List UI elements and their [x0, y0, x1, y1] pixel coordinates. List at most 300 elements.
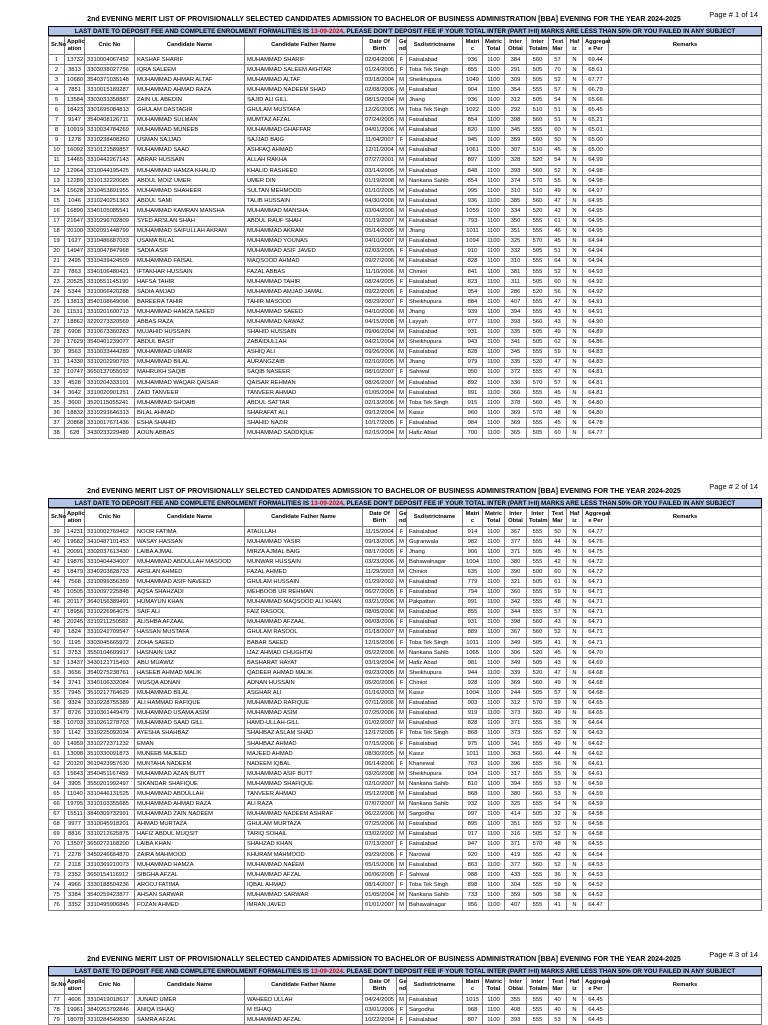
- table-cell: 64.89: [583, 327, 609, 337]
- table-cell: LAIBA KHAN: [135, 839, 245, 849]
- table-cell: Faisalabad: [407, 1015, 463, 1025]
- table-cell: 57: [549, 378, 567, 388]
- table-cell: 60: [549, 428, 567, 438]
- table-cell: 3310226964075: [85, 607, 135, 617]
- table-cell: M: [397, 307, 407, 317]
- table-cell: 3310047847968: [85, 246, 135, 256]
- table-cell: 373: [505, 708, 527, 718]
- table-cell: 04/15/2008: [363, 317, 397, 327]
- table-cell: 54: [549, 799, 567, 809]
- banner-text-pre: LAST DATE TO DEPOSIT FEE AND COMPLETE ENROLMENT FORMALITIES IS: [74, 500, 310, 507]
- table-cell: 505: [527, 658, 549, 668]
- table-cell: 2118: [65, 860, 85, 870]
- table-cell: JUNAID UMER: [135, 995, 245, 1005]
- table-cell: MUHAMMAD SULMAN: [135, 115, 245, 125]
- table-cell: 377: [505, 860, 527, 870]
- table-cell: MUMTAZ AFZAL: [245, 115, 363, 125]
- column-header: Aggregat e Per: [583, 509, 609, 527]
- table-cell: F: [397, 246, 407, 256]
- table-cell: M: [397, 718, 407, 728]
- table-cell: 09/26/2006: [363, 347, 397, 357]
- table-cell: 64.92: [583, 277, 609, 287]
- table-cell: 47: [549, 357, 567, 367]
- table-cell: 47: [549, 668, 567, 678]
- table-cell: TANVEER AHMAD: [245, 388, 363, 398]
- table-cell: [609, 65, 762, 75]
- table-cell: 64.95: [583, 226, 609, 236]
- table-cell: 828: [463, 256, 483, 266]
- table-cell: [609, 246, 762, 256]
- column-header: Matric Total: [483, 37, 505, 55]
- deadline-banner: [48, 966, 762, 976]
- table-cell: M: [397, 658, 407, 668]
- table-cell: 34: [49, 388, 65, 398]
- table-cell: [609, 728, 762, 738]
- table-row: [49, 266, 762, 276]
- table-cell: 15628: [65, 186, 85, 196]
- table-cell: LAIBA AJMAL: [135, 547, 245, 557]
- table-cell: 41: [549, 900, 567, 910]
- table-cell: M: [397, 115, 407, 125]
- table-cell: N: [567, 246, 583, 256]
- table-row: [49, 718, 762, 728]
- table-cell: 47: [549, 196, 567, 206]
- table-cell: 3310204333101: [85, 378, 135, 388]
- table-cell: 64.71: [583, 607, 609, 617]
- table-cell: 40: [549, 995, 567, 1005]
- table-cell: [609, 418, 762, 428]
- table-cell: 09/29/2006: [363, 850, 397, 860]
- table-cell: 64.70: [583, 648, 609, 658]
- table-cell: 58: [549, 890, 567, 900]
- column-header: Date Of Birth: [363, 977, 397, 995]
- table-cell: AURANGZAIB: [245, 357, 363, 367]
- table-cell: SULTAN MEHMOOD: [245, 186, 363, 196]
- table-cell: 18862: [65, 317, 85, 327]
- table-cell: 68.61: [583, 65, 609, 75]
- table-cell: Faisalabad: [407, 378, 463, 388]
- table-cell: 49: [549, 327, 567, 337]
- table-cell: M: [397, 408, 407, 418]
- table-row: [49, 317, 762, 327]
- table-cell: 02/03/2005: [363, 246, 397, 256]
- table-cell: 60: [549, 125, 567, 135]
- table-cell: MUHAMMAD AMJAD JAMAL: [245, 287, 363, 297]
- table-cell: 3310201600713: [85, 307, 135, 317]
- table-cell: N: [567, 408, 583, 418]
- table-row: [49, 668, 762, 678]
- table-cell: 16: [49, 206, 65, 216]
- table-cell: 64.52: [583, 880, 609, 890]
- table-cell: 931: [463, 617, 483, 627]
- table-cell: 45: [549, 648, 567, 658]
- table-cell: Hafiz Abad: [407, 658, 463, 668]
- table-row: [49, 870, 762, 880]
- page-number: Page # 3 of 14: [709, 950, 758, 959]
- table-cell: 60: [549, 277, 567, 287]
- table-cell: 79: [49, 1015, 65, 1025]
- table-cell: 13507: [65, 839, 85, 849]
- table-cell: 351: [505, 226, 527, 236]
- table-cell: Faisalabad: [407, 277, 463, 287]
- table-cell: 1100: [483, 357, 505, 367]
- table-cell: 855: [463, 607, 483, 617]
- table-cell: 3642: [65, 388, 85, 398]
- table-cell: 52: [549, 75, 567, 85]
- table-cell: 61: [549, 216, 567, 226]
- table-cell: [609, 125, 762, 135]
- table-cell: 520: [527, 648, 549, 658]
- table-cell: Jhang: [407, 357, 463, 367]
- table-cell: 1100: [483, 297, 505, 307]
- table-cell: 505: [527, 95, 549, 105]
- table-cell: 1100: [483, 388, 505, 398]
- table-cell: ZAIN UL ABEDIN: [135, 95, 245, 105]
- table-cell: 1100: [483, 176, 505, 186]
- table-cell: 520: [527, 155, 549, 165]
- table-cell: 49: [549, 708, 567, 718]
- table-cell: F: [397, 850, 407, 860]
- table-cell: M: [397, 85, 407, 95]
- table-cell: M: [397, 155, 407, 165]
- table-cell: 01/29/2002: [363, 577, 397, 587]
- table-cell: N: [567, 186, 583, 196]
- table-cell: 555: [527, 85, 549, 95]
- table-row: [49, 587, 762, 597]
- table-cell: 328: [505, 155, 527, 165]
- table-cell: [609, 779, 762, 789]
- table-cell: 64: [49, 779, 65, 789]
- table-cell: Faisalabad: [407, 55, 463, 65]
- table-cell: MUHAMMAD SAAD: [135, 145, 245, 155]
- table-cell: 3310261278703: [85, 718, 135, 728]
- table-cell: MUNEEB MAJEED: [135, 749, 245, 759]
- table-cell: 332: [505, 246, 527, 256]
- table-cell: Faisalabad: [407, 388, 463, 398]
- table-cell: [609, 749, 762, 759]
- table-cell: 08/05/2006: [363, 607, 397, 617]
- table-cell: 14231: [65, 527, 85, 537]
- table-cell: USAMA BILAL: [135, 236, 245, 246]
- table-cell: 12/11/2004: [363, 145, 397, 155]
- table-cell: 3840263792846: [85, 1005, 135, 1015]
- table-cell: 3520115055241: [85, 398, 135, 408]
- table-cell: [609, 850, 762, 860]
- table-cell: 3510217764629: [85, 688, 135, 698]
- table-cell: 64: [549, 256, 567, 266]
- table-cell: Faisalabad: [407, 206, 463, 216]
- table-cell: M: [397, 125, 407, 135]
- table-cell: 12/17/2005: [363, 728, 397, 738]
- table-cell: 3310404434007: [85, 557, 135, 567]
- table-cell: [609, 900, 762, 910]
- table-cell: 05/15/2006: [363, 860, 397, 870]
- table-cell: 393: [505, 166, 527, 176]
- table-cell: 3310121589857: [85, 145, 135, 155]
- table-cell: Sheikhupura: [407, 668, 463, 678]
- table-cell: 4: [49, 85, 65, 95]
- table-cell: [609, 890, 762, 900]
- table-cell: MUHAMMAD HAMZA KHALID: [135, 166, 245, 176]
- table-cell: 560: [527, 398, 549, 408]
- table-cell: 19: [49, 236, 65, 246]
- table-cell: 03/23/2006: [363, 557, 397, 567]
- table-cell: ABBAS RAZA: [135, 317, 245, 327]
- table-cell: 1100: [483, 408, 505, 418]
- table-cell: 49: [549, 678, 567, 688]
- table-cell: 07/25/2006: [363, 819, 397, 829]
- table-cell: 1100: [483, 135, 505, 145]
- table-cell: SIBGHA AFZAL: [135, 870, 245, 880]
- table-cell: M: [397, 95, 407, 105]
- table-cell: ASHIQ ALI: [245, 347, 363, 357]
- table-cell: N: [567, 176, 583, 186]
- table-cell: MUHAMMAD ABDULLAH: [135, 789, 245, 799]
- table-cell: 3303033358887: [85, 95, 135, 105]
- table-cell: 920: [463, 850, 483, 860]
- table-cell: 991: [463, 597, 483, 607]
- column-header: Candidate Name: [135, 509, 245, 527]
- table-cell: 1049: [463, 75, 483, 85]
- table-cell: 71: [49, 850, 65, 860]
- table-cell: 11531: [65, 307, 85, 317]
- table-cell: N: [567, 698, 583, 708]
- table-cell: TARIQ SOHAIL: [245, 829, 363, 839]
- table-cell: ZOHA SAEED: [135, 638, 245, 648]
- table-cell: 52: [549, 819, 567, 829]
- table-cell: M: [397, 860, 407, 870]
- table-cell: M: [397, 819, 407, 829]
- table-row: [49, 900, 762, 910]
- table-cell: [609, 206, 762, 216]
- table-cell: 555: [527, 367, 549, 377]
- table-cell: 61: [549, 577, 567, 587]
- table-row: [49, 357, 762, 367]
- table-cell: 24: [49, 287, 65, 297]
- table-cell: MUHAMMAD YOUNAS: [245, 236, 363, 246]
- table-cell: 08/15/2004: [363, 95, 397, 105]
- table-cell: 1100: [483, 738, 505, 748]
- table-cell: 64.77: [583, 428, 609, 438]
- table-cell: 3310004067452: [85, 55, 135, 65]
- table-row: [49, 85, 762, 95]
- table-cell: 1100: [483, 287, 505, 297]
- table-cell: 359: [505, 135, 527, 145]
- table-cell: Faisalabad: [407, 418, 463, 428]
- table-cell: 904: [463, 85, 483, 95]
- table-cell: 1100: [483, 577, 505, 587]
- table-cell: 555: [527, 799, 549, 809]
- table-row: [49, 829, 762, 839]
- table-row: [49, 246, 762, 256]
- table-cell: 3540401239077: [85, 337, 135, 347]
- table-cell: 01/05/2004: [363, 890, 397, 900]
- table-cell: 1100: [483, 75, 505, 85]
- table-cell: 64.47: [583, 900, 609, 910]
- table-cell: Sheikhupura: [407, 769, 463, 779]
- table-row: [49, 850, 762, 860]
- table-cell: N: [567, 418, 583, 428]
- table-cell: 555: [527, 995, 549, 1005]
- table-cell: Chiniot: [407, 266, 463, 276]
- table-cell: 3310002769462: [85, 527, 135, 537]
- table-cell: Faisalabad: [407, 738, 463, 748]
- table-cell: [609, 277, 762, 287]
- table-cell: SADIA AMJAD: [135, 287, 245, 297]
- table-cell: 10703: [65, 718, 85, 728]
- column-header: Cnic No: [85, 37, 135, 55]
- table-cell: 1015: [463, 995, 483, 1005]
- table-cell: 555: [527, 216, 549, 226]
- table-cell: 979: [463, 357, 483, 367]
- table-cell: Faisalabad: [407, 327, 463, 337]
- table-cell: 75: [49, 890, 65, 900]
- table-cell: MUHAMMAD KAMRAN MANSHA: [135, 206, 245, 216]
- table-cell: 52: [549, 166, 567, 176]
- table-cell: 560: [527, 115, 549, 125]
- table-row: [49, 698, 762, 708]
- table-cell: 65: [49, 789, 65, 799]
- table-cell: 898: [463, 880, 483, 890]
- table-row: [49, 638, 762, 648]
- table-cell: 63: [49, 769, 65, 779]
- table-cell: 50: [549, 135, 567, 145]
- table-cell: 1100: [483, 347, 505, 357]
- table-cell: 1100: [483, 65, 505, 75]
- table-cell: 3450246664870: [85, 850, 135, 860]
- column-header: Applic ation: [65, 977, 85, 995]
- table-cell: N: [567, 779, 583, 789]
- table-cell: MUHAMMAD AKRAM: [245, 226, 363, 236]
- table-row: [49, 367, 762, 377]
- table-row: [49, 789, 762, 799]
- table-cell: IQBAL AHMAD: [245, 880, 363, 890]
- table-cell: 64.78: [583, 418, 609, 428]
- table-cell: [609, 708, 762, 718]
- table-cell: 20525: [65, 277, 85, 287]
- table-cell: HAMD-ULLAH-GILL: [245, 718, 363, 728]
- table-cell: SHAHBAZ AHMAD: [245, 738, 363, 748]
- table-cell: 64.53: [583, 860, 609, 870]
- table-cell: SAIF ALI: [135, 607, 245, 617]
- table-cell: N: [567, 769, 583, 779]
- table-cell: [609, 809, 762, 819]
- table-row: [49, 809, 762, 819]
- table-cell: 3310495906845: [85, 900, 135, 910]
- table-cell: 936: [463, 95, 483, 105]
- table-cell: Gujranwala: [407, 537, 463, 547]
- table-cell: 58: [49, 718, 65, 728]
- table-cell: 64.83: [583, 347, 609, 357]
- table-cell: 560: [527, 749, 549, 759]
- table-cell: N: [567, 789, 583, 799]
- table-cell: ASGHAR ALI: [245, 688, 363, 698]
- table-cell: 09/27/2006: [363, 256, 397, 266]
- table-cell: 64.45: [583, 1005, 609, 1015]
- table-cell: [609, 627, 762, 637]
- table-cell: 59: [549, 587, 567, 597]
- table-cell: 37: [49, 418, 65, 428]
- table-cell: 64.94: [583, 256, 609, 266]
- table-cell: 61: [49, 749, 65, 759]
- table-cell: Kasur: [407, 688, 463, 698]
- table-cell: 59: [549, 347, 567, 357]
- column-header: Ssdistrictname: [407, 977, 463, 995]
- table-cell: 13813: [65, 297, 85, 307]
- table-cell: 505: [527, 890, 549, 900]
- table-cell: M: [397, 648, 407, 658]
- table-cell: 555: [527, 769, 549, 779]
- table-cell: N: [567, 527, 583, 537]
- table-cell: MUHAMMAD SHOAIB: [135, 398, 245, 408]
- table-cell: 3310453891955: [85, 186, 135, 196]
- table-cell: M: [397, 668, 407, 678]
- table-cell: 1004: [463, 688, 483, 698]
- column-header: Matri c: [463, 37, 483, 55]
- table-cell: 505: [527, 638, 549, 648]
- table-cell: 64.83: [583, 357, 609, 367]
- table-cell: MUHAMMAD SAEED: [245, 307, 363, 317]
- merit-list-title: 2nd EVENING MERIT LIST OF PROVISIONALLY SELECTED CANDIDATES ADMISSION TO BACHELOR OF BUSINESS ADMINISTRATION [BBA] EVENING FOR THE YEAR 2024-2025: [87, 488, 681, 495]
- column-header: Remarks: [609, 509, 762, 527]
- table-cell: 64.59: [583, 789, 609, 799]
- table-cell: 1022: [463, 105, 483, 115]
- table-cell: N: [567, 1005, 583, 1015]
- table-cell: 04/21/2004: [363, 337, 397, 347]
- table-cell: 1100: [483, 789, 505, 799]
- table-cell: 64.58: [583, 829, 609, 839]
- table-cell: 309: [505, 75, 527, 85]
- table-cell: 38: [49, 428, 65, 438]
- table-cell: 384: [505, 55, 527, 65]
- table-cell: Kasur: [407, 749, 463, 759]
- table-cell: 286: [505, 287, 527, 297]
- table-cell: 936: [463, 55, 483, 65]
- table-cell: [609, 226, 762, 236]
- table-cell: 560: [527, 708, 549, 718]
- table-cell: 555: [527, 297, 549, 307]
- column-header: Ssdistrictname: [407, 509, 463, 527]
- table-cell: [609, 186, 762, 196]
- table-cell: 02/13/2006: [363, 398, 397, 408]
- table-cell: 32: [49, 367, 65, 377]
- table-cell: M: [397, 428, 407, 438]
- table-cell: 44: [549, 537, 567, 547]
- table-cell: 369: [505, 418, 527, 428]
- table-cell: M: [397, 567, 407, 577]
- table-cell: 342: [505, 597, 527, 607]
- table-cell: 3310673360283: [85, 327, 135, 337]
- table-cell: 1100: [483, 378, 505, 388]
- table-cell: 968: [463, 1005, 483, 1015]
- table-cell: N: [567, 648, 583, 658]
- table-cell: 991: [463, 388, 483, 398]
- table-cell: 1100: [483, 617, 505, 627]
- table-cell: 50: [549, 527, 567, 537]
- table-cell: 779: [463, 577, 483, 587]
- table-cell: 59: [549, 880, 567, 890]
- table-cell: M: [397, 337, 407, 347]
- table-cell: 3340106332084: [85, 678, 135, 688]
- table-cell: M: [397, 347, 407, 357]
- table-cell: 13732: [65, 55, 85, 65]
- table-cell: ALI HAMMAD RAFIQUE: [135, 698, 245, 708]
- table-cell: 03/19/2004: [363, 658, 397, 668]
- table-cell: 1100: [483, 658, 505, 668]
- table-cell: 505: [527, 65, 549, 75]
- table-cell: SHARAFAT ALI: [245, 408, 363, 418]
- table-cell: 555: [527, 307, 549, 317]
